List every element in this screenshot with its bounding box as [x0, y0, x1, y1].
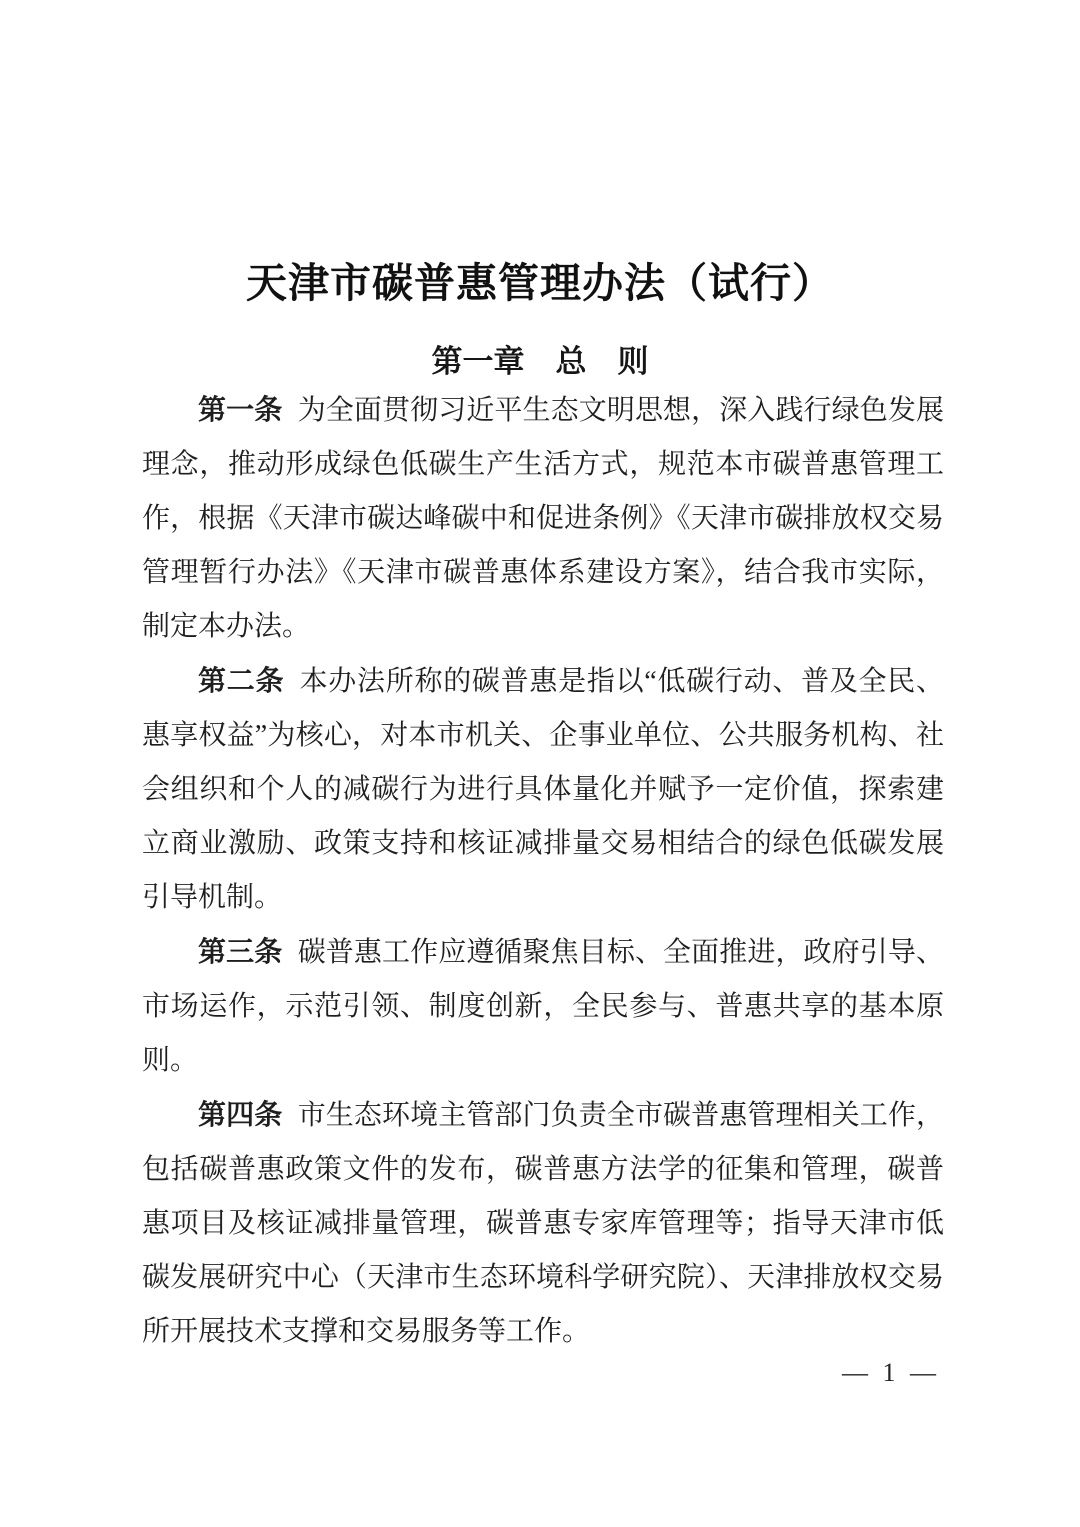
page-number: — 1 — — [842, 1358, 940, 1387]
paragraph-article-2 — [142, 654, 944, 925]
article-2-number: 第二条 — [198, 665, 285, 696]
paragraph-article-3 — [142, 925, 944, 1088]
article-4-text: 市生态环境主管部门负责全市碳普惠管理相关工作，包括碳普惠政策文件的发布，碳普惠方法学的征集和管理，碳普惠项目及核证减排量管理，碳普惠专家库管理等；指导天津市低碳发展研究中心（天津市生态环境科学研究院）、天津排放权交易所开展技术支撑和交易服务等工作。 — [142, 1100, 944, 1347]
document-body — [142, 383, 944, 1359]
article-3-number: 第三条 — [198, 936, 283, 967]
article-3-text: 碳普惠工作应遵循聚焦目标、全面推进，政府引导、市场运作，示范引领、制度创新，全民参与、普惠共享的基本原则。 — [142, 937, 944, 1076]
chapter-heading: 第一章 总 则 — [431, 344, 649, 379]
paragraph-article-1 — [142, 383, 944, 654]
article-1-text: 为全面贯彻习近平生态文明思想，深入践行绿色发展理念，推动形成绿色低碳生产生活方式，规范本市碳普惠管理工作，根据《天津市碳达峰碳中和促进条例》《天津市碳排放权交易管理暂行办法》《天津市碳普惠体系建设方案》，结合我市实际，制定本办法。 — [142, 395, 944, 642]
document-title: 天津市碳普惠管理办法（试行） — [246, 260, 834, 306]
article-2-text: 本办法所称的碳普惠是指以“低碳行动、普及全民、惠享权益”为核心，对本市机关、企事业单位、公共服务机构、社会组织和个人的减碳行为进行具体量化并赋予一定价值，探索建立商业激励、政策支持和核证减排量交易相结合的绿色低碳发展引导机制。 — [142, 666, 944, 913]
paragraph-article-4 — [142, 1088, 944, 1359]
article-1-number: 第一条 — [198, 394, 283, 425]
article-4-number: 第四条 — [198, 1099, 283, 1130]
